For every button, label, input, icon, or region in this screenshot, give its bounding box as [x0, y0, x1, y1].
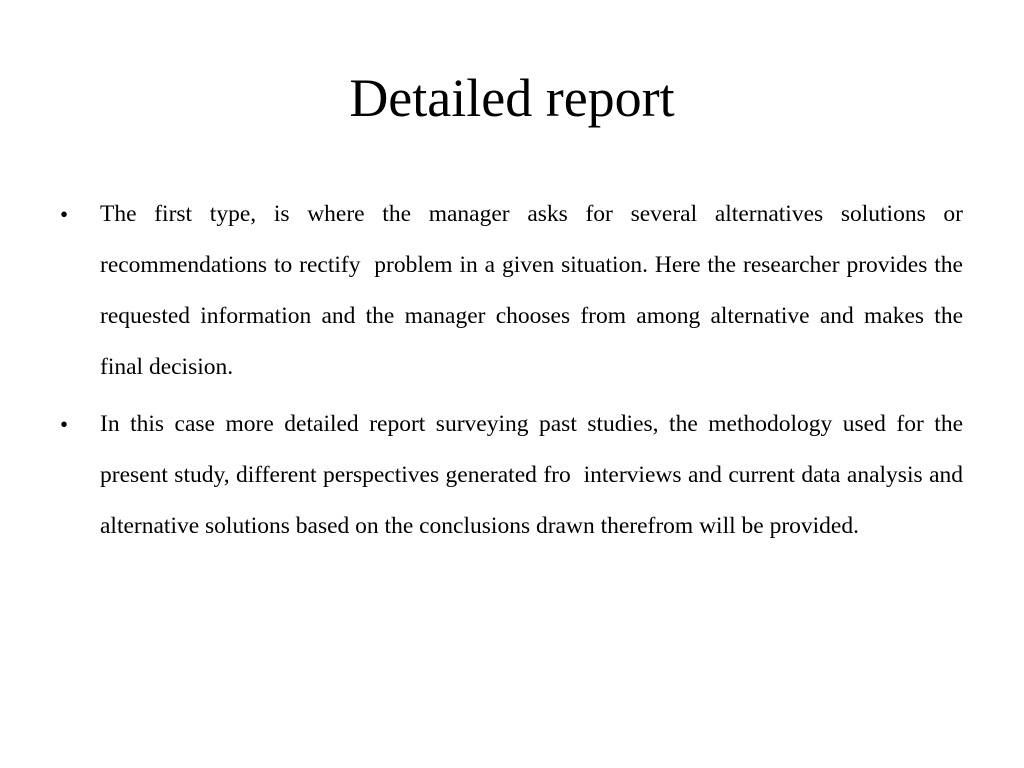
bullet-text: In this case more detailed report surveying past studies, the methodology used for the present study, different perspectives generated fro interviews and current data analysis and alternative solutions based on the conclusions drawn therefrom will be provided.: [100, 411, 969, 539]
bullet-point-icon: •: [60, 412, 69, 437]
bullet-point-icon: •: [60, 202, 69, 227]
bullet-item: [60, 399, 969, 552]
bullet-list: [60, 189, 969, 558]
bullet-text: The first type, is where the manager asks for several alternatives solutions or recommendations to rectify problem in a given situation. Here the researcher provides the requested information and the manager chooses from among alternative and makes the final decision.: [100, 201, 969, 380]
bullet-item: [60, 189, 969, 393]
slide-title: Detailed report: [349, 68, 675, 128]
